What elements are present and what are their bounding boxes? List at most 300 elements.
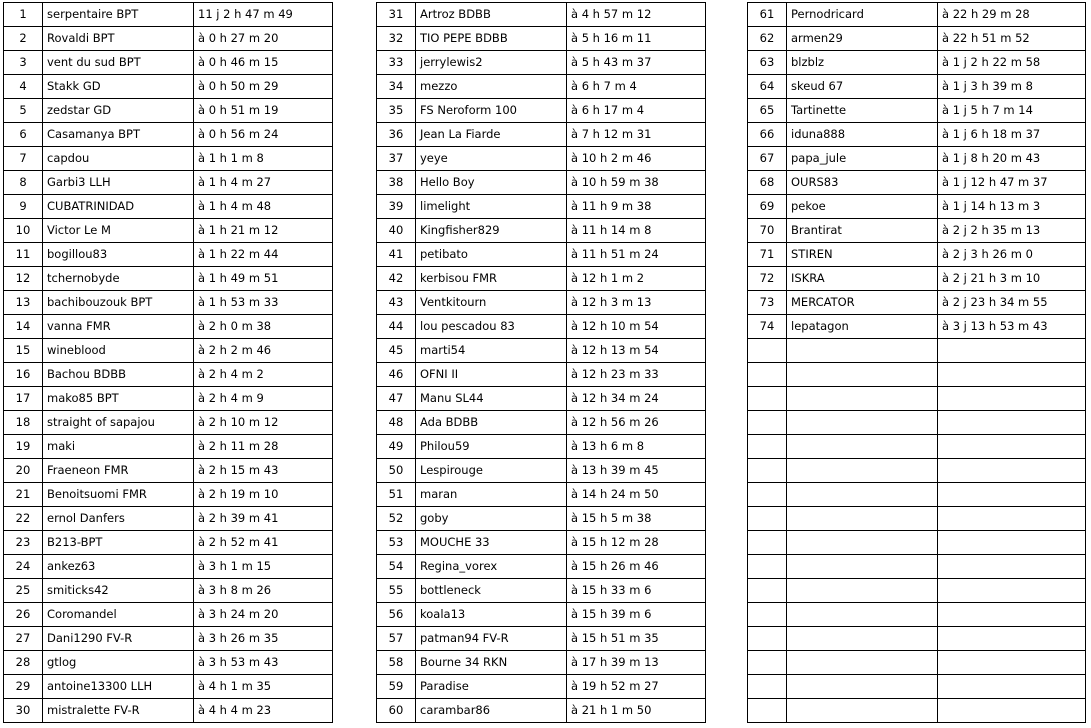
time-cell: à 11 h 9 m 38 [567, 195, 706, 219]
column-gap [706, 243, 748, 267]
time-cell: à 2 h 4 m 2 [194, 363, 333, 387]
rank-cell: 73 [748, 291, 787, 315]
time-cell: à 17 h 39 m 13 [567, 651, 706, 675]
time-cell: à 1 j 12 h 47 m 37 [938, 171, 1086, 195]
time-cell: à 2 h 4 m 9 [194, 387, 333, 411]
time-cell: à 3 h 8 m 26 [194, 579, 333, 603]
rank-cell: 1 [4, 3, 43, 27]
table-row [4, 411, 1086, 435]
table-row [4, 75, 1086, 99]
time-cell [938, 675, 1086, 699]
name-cell: Hello Boy [416, 171, 567, 195]
column-gap [333, 51, 377, 75]
column-gap [706, 219, 748, 243]
rank-cell: 11 [4, 243, 43, 267]
time-cell: à 12 h 10 m 54 [567, 315, 706, 339]
rank-cell: 17 [4, 387, 43, 411]
table-row [4, 699, 1086, 723]
rank-cell: 44 [377, 315, 416, 339]
rank-cell: 19 [4, 435, 43, 459]
time-cell [938, 627, 1086, 651]
name-cell: smiticks42 [43, 579, 194, 603]
time-cell: à 1 j 6 h 18 m 37 [938, 123, 1086, 147]
time-cell: à 1 j 3 h 39 m 8 [938, 75, 1086, 99]
name-cell [787, 675, 938, 699]
time-cell: à 10 h 2 m 46 [567, 147, 706, 171]
name-cell: goby [416, 507, 567, 531]
column-gap [706, 555, 748, 579]
name-cell [787, 363, 938, 387]
name-cell: Pernodricard [787, 3, 938, 27]
name-cell: Bachou BDBB [43, 363, 194, 387]
column-gap [706, 699, 748, 723]
rank-cell [748, 531, 787, 555]
rank-cell: 50 [377, 459, 416, 483]
column-gap [706, 387, 748, 411]
name-cell: Jean La Fiarde [416, 123, 567, 147]
rank-cell: 67 [748, 147, 787, 171]
name-cell: Ada BDBB [416, 411, 567, 435]
column-gap [333, 675, 377, 699]
column-gap [333, 99, 377, 123]
rank-cell [748, 387, 787, 411]
name-cell: kerbisou FMR [416, 267, 567, 291]
name-cell: serpentaire BPT [43, 3, 194, 27]
time-cell: à 0 h 51 m 19 [194, 99, 333, 123]
time-cell: à 11 h 51 m 24 [567, 243, 706, 267]
column-gap [333, 531, 377, 555]
table-row [4, 603, 1086, 627]
column-gap [333, 195, 377, 219]
name-cell: Dani1290 FV-R [43, 627, 194, 651]
time-cell [938, 603, 1086, 627]
rank-cell: 48 [377, 411, 416, 435]
rank-cell [748, 363, 787, 387]
time-cell [938, 699, 1086, 723]
time-cell: à 3 h 24 m 20 [194, 603, 333, 627]
rank-cell: 35 [377, 99, 416, 123]
time-cell: à 1 h 49 m 51 [194, 267, 333, 291]
rank-cell: 20 [4, 459, 43, 483]
table-row [4, 147, 1086, 171]
time-cell [938, 459, 1086, 483]
time-cell: à 2 j 21 h 3 m 10 [938, 267, 1086, 291]
name-cell [787, 459, 938, 483]
name-cell [787, 339, 938, 363]
ranking-table-body [4, 3, 1086, 723]
rank-cell: 27 [4, 627, 43, 651]
table-row [4, 267, 1086, 291]
column-gap [706, 27, 748, 51]
column-gap [706, 363, 748, 387]
column-gap [706, 459, 748, 483]
time-cell: à 6 h 7 m 4 [567, 75, 706, 99]
time-cell: à 15 h 5 m 38 [567, 507, 706, 531]
name-cell: bottleneck [416, 579, 567, 603]
name-cell: Garbi3 LLH [43, 171, 194, 195]
name-cell: lepatagon [787, 315, 938, 339]
name-cell: straight of sapajou [43, 411, 194, 435]
column-gap [706, 531, 748, 555]
table-row [4, 651, 1086, 675]
rank-cell: 54 [377, 555, 416, 579]
time-cell: à 15 h 39 m 6 [567, 603, 706, 627]
rank-cell: 60 [377, 699, 416, 723]
name-cell: TIO PEPE BDBB [416, 27, 567, 51]
name-cell: Kingfisher829 [416, 219, 567, 243]
column-gap [706, 171, 748, 195]
rank-cell: 53 [377, 531, 416, 555]
time-cell: à 4 h 4 m 23 [194, 699, 333, 723]
name-cell: STIREN [787, 243, 938, 267]
time-cell: à 2 h 39 m 41 [194, 507, 333, 531]
time-cell: à 0 h 46 m 15 [194, 51, 333, 75]
column-gap [333, 627, 377, 651]
name-cell: Regina_vorex [416, 555, 567, 579]
time-cell: à 2 h 15 m 43 [194, 459, 333, 483]
name-cell [787, 483, 938, 507]
name-cell: ankez63 [43, 555, 194, 579]
rank-cell: 58 [377, 651, 416, 675]
name-cell: OFNI II [416, 363, 567, 387]
rank-cell: 49 [377, 435, 416, 459]
name-cell [787, 579, 938, 603]
rank-cell: 43 [377, 291, 416, 315]
column-gap [333, 171, 377, 195]
column-gap [706, 483, 748, 507]
time-cell: à 1 j 8 h 20 m 43 [938, 147, 1086, 171]
rank-cell: 52 [377, 507, 416, 531]
column-gap [333, 507, 377, 531]
time-cell: à 1 h 4 m 27 [194, 171, 333, 195]
rank-cell: 18 [4, 411, 43, 435]
column-gap [333, 315, 377, 339]
table-row [4, 51, 1086, 75]
name-cell: Manu SL44 [416, 387, 567, 411]
column-gap [333, 699, 377, 723]
rank-cell: 38 [377, 171, 416, 195]
time-cell: 11 j 2 h 47 m 49 [194, 3, 333, 27]
name-cell: Lespirouge [416, 459, 567, 483]
column-gap [706, 51, 748, 75]
column-gap [706, 603, 748, 627]
time-cell [938, 363, 1086, 387]
time-cell: à 22 h 51 m 52 [938, 27, 1086, 51]
name-cell: Victor Le M [43, 219, 194, 243]
rank-cell [748, 675, 787, 699]
column-gap [706, 99, 748, 123]
table-row [4, 195, 1086, 219]
rank-cell: 64 [748, 75, 787, 99]
time-cell: à 2 j 3 h 26 m 0 [938, 243, 1086, 267]
time-cell: à 7 h 12 m 31 [567, 123, 706, 147]
time-cell: à 2 h 19 m 10 [194, 483, 333, 507]
rank-cell: 59 [377, 675, 416, 699]
rank-cell: 74 [748, 315, 787, 339]
time-cell [938, 339, 1086, 363]
rank-cell: 22 [4, 507, 43, 531]
time-cell [938, 579, 1086, 603]
rank-cell [748, 507, 787, 531]
table-row [4, 171, 1086, 195]
rank-cell: 4 [4, 75, 43, 99]
rank-cell: 34 [377, 75, 416, 99]
name-cell: antoine13300 LLH [43, 675, 194, 699]
time-cell: à 4 h 57 m 12 [567, 3, 706, 27]
table-row [4, 27, 1086, 51]
time-cell: à 14 h 24 m 50 [567, 483, 706, 507]
column-gap [333, 483, 377, 507]
rank-cell [748, 459, 787, 483]
ranking-table-container [3, 2, 1086, 723]
rank-cell: 12 [4, 267, 43, 291]
name-cell [787, 603, 938, 627]
column-gap [333, 435, 377, 459]
name-cell [787, 435, 938, 459]
name-cell: gtlog [43, 651, 194, 675]
rank-cell: 32 [377, 27, 416, 51]
column-gap [333, 267, 377, 291]
column-gap [333, 219, 377, 243]
time-cell: à 1 h 4 m 48 [194, 195, 333, 219]
time-cell: à 3 h 1 m 15 [194, 555, 333, 579]
time-cell: à 19 h 52 m 27 [567, 675, 706, 699]
name-cell: B213-BPT [43, 531, 194, 555]
name-cell: MOUCHE 33 [416, 531, 567, 555]
name-cell: bogillou83 [43, 243, 194, 267]
column-gap [333, 555, 377, 579]
column-gap [333, 243, 377, 267]
name-cell: MERCATOR [787, 291, 938, 315]
name-cell: Artroz BDBB [416, 3, 567, 27]
rank-cell [748, 603, 787, 627]
name-cell: mistralette FV-R [43, 699, 194, 723]
time-cell: à 12 h 3 m 13 [567, 291, 706, 315]
rank-cell: 25 [4, 579, 43, 603]
name-cell: carambar86 [416, 699, 567, 723]
column-gap [333, 27, 377, 51]
time-cell: à 5 h 16 m 11 [567, 27, 706, 51]
column-gap [706, 195, 748, 219]
name-cell [787, 531, 938, 555]
column-gap [706, 507, 748, 531]
rank-cell: 31 [377, 3, 416, 27]
name-cell: lou pescadou 83 [416, 315, 567, 339]
name-cell [787, 699, 938, 723]
time-cell: à 1 h 1 m 8 [194, 147, 333, 171]
rank-cell: 63 [748, 51, 787, 75]
name-cell: vent du sud BPT [43, 51, 194, 75]
rank-cell: 3 [4, 51, 43, 75]
time-cell [938, 435, 1086, 459]
rank-cell: 69 [748, 195, 787, 219]
rank-cell: 2 [4, 27, 43, 51]
rank-cell: 45 [377, 339, 416, 363]
rank-cell: 6 [4, 123, 43, 147]
rank-cell: 70 [748, 219, 787, 243]
rank-cell [748, 579, 787, 603]
time-cell: à 22 h 29 m 28 [938, 3, 1086, 27]
column-gap [706, 147, 748, 171]
table-row [4, 363, 1086, 387]
rank-cell: 16 [4, 363, 43, 387]
name-cell: Ventkitourn [416, 291, 567, 315]
rank-cell: 5 [4, 99, 43, 123]
time-cell [938, 387, 1086, 411]
name-cell: tchernobyde [43, 267, 194, 291]
rank-cell: 7 [4, 147, 43, 171]
name-cell: wineblood [43, 339, 194, 363]
time-cell: à 12 h 23 m 33 [567, 363, 706, 387]
name-cell: blzblz [787, 51, 938, 75]
name-cell: petibato [416, 243, 567, 267]
rank-cell: 46 [377, 363, 416, 387]
time-cell: à 21 h 1 m 50 [567, 699, 706, 723]
rank-cell: 30 [4, 699, 43, 723]
table-row [4, 459, 1086, 483]
time-cell: à 3 h 53 m 43 [194, 651, 333, 675]
name-cell: capdou [43, 147, 194, 171]
name-cell [787, 507, 938, 531]
name-cell: mezzo [416, 75, 567, 99]
time-cell: à 3 h 26 m 35 [194, 627, 333, 651]
time-cell: à 4 h 1 m 35 [194, 675, 333, 699]
name-cell [787, 651, 938, 675]
rank-cell [748, 339, 787, 363]
time-cell: à 15 h 26 m 46 [567, 555, 706, 579]
rank-cell [748, 435, 787, 459]
name-cell: Stakk GD [43, 75, 194, 99]
table-row [4, 3, 1086, 27]
rank-cell: 42 [377, 267, 416, 291]
name-cell: koala13 [416, 603, 567, 627]
column-gap [333, 291, 377, 315]
rank-cell [748, 627, 787, 651]
table-row [4, 555, 1086, 579]
time-cell: à 11 h 14 m 8 [567, 219, 706, 243]
table-row [4, 387, 1086, 411]
rank-cell: 68 [748, 171, 787, 195]
name-cell: papa_jule [787, 147, 938, 171]
column-gap [333, 339, 377, 363]
column-gap [333, 123, 377, 147]
rank-cell: 23 [4, 531, 43, 555]
column-gap [333, 411, 377, 435]
column-gap [706, 651, 748, 675]
table-row [4, 123, 1086, 147]
table-row [4, 579, 1086, 603]
name-cell: ernol Danfers [43, 507, 194, 531]
rank-cell: 10 [4, 219, 43, 243]
column-gap [706, 315, 748, 339]
name-cell: pekoe [787, 195, 938, 219]
name-cell: ISKRA [787, 267, 938, 291]
name-cell [787, 387, 938, 411]
column-gap [706, 627, 748, 651]
column-gap [706, 267, 748, 291]
name-cell: iduna888 [787, 123, 938, 147]
name-cell [787, 555, 938, 579]
time-cell: à 12 h 1 m 2 [567, 267, 706, 291]
rank-cell: 51 [377, 483, 416, 507]
rank-cell: 21 [4, 483, 43, 507]
rank-cell: 40 [377, 219, 416, 243]
time-cell [938, 507, 1086, 531]
time-cell: à 15 h 12 m 28 [567, 531, 706, 555]
column-gap [706, 675, 748, 699]
time-cell: à 15 h 33 m 6 [567, 579, 706, 603]
rank-cell: 15 [4, 339, 43, 363]
time-cell: à 2 h 0 m 38 [194, 315, 333, 339]
table-row [4, 243, 1086, 267]
rank-cell: 24 [4, 555, 43, 579]
time-cell: à 3 j 13 h 53 m 43 [938, 315, 1086, 339]
name-cell: vanna FMR [43, 315, 194, 339]
name-cell: Rovaldi BPT [43, 27, 194, 51]
time-cell: à 1 h 21 m 12 [194, 219, 333, 243]
column-gap [706, 339, 748, 363]
time-cell: à 6 h 17 m 4 [567, 99, 706, 123]
table-row [4, 219, 1086, 243]
rank-cell: 47 [377, 387, 416, 411]
column-gap [333, 75, 377, 99]
column-gap [333, 387, 377, 411]
time-cell: à 12 h 34 m 24 [567, 387, 706, 411]
time-cell: à 2 h 10 m 12 [194, 411, 333, 435]
rank-cell: 8 [4, 171, 43, 195]
column-gap [333, 147, 377, 171]
time-cell [938, 555, 1086, 579]
time-cell: à 10 h 59 m 38 [567, 171, 706, 195]
time-cell: à 1 j 5 h 7 m 14 [938, 99, 1086, 123]
rank-cell: 57 [377, 627, 416, 651]
name-cell: OURS83 [787, 171, 938, 195]
rank-cell: 26 [4, 603, 43, 627]
name-cell: mako85 BPT [43, 387, 194, 411]
name-cell: Fraeneon FMR [43, 459, 194, 483]
rank-cell [748, 651, 787, 675]
column-gap [706, 579, 748, 603]
rank-cell: 65 [748, 99, 787, 123]
name-cell: jerrylewis2 [416, 51, 567, 75]
time-cell: à 2 h 2 m 46 [194, 339, 333, 363]
name-cell: zedstar GD [43, 99, 194, 123]
name-cell: Brantirat [787, 219, 938, 243]
table-row [4, 507, 1086, 531]
time-cell: à 2 h 11 m 28 [194, 435, 333, 459]
rank-cell [748, 555, 787, 579]
time-cell: à 0 h 27 m 20 [194, 27, 333, 51]
time-cell: à 2 j 23 h 34 m 55 [938, 291, 1086, 315]
time-cell [938, 531, 1086, 555]
column-gap [706, 3, 748, 27]
rank-cell: 29 [4, 675, 43, 699]
name-cell: armen29 [787, 27, 938, 51]
column-gap [333, 579, 377, 603]
name-cell: skeud 67 [787, 75, 938, 99]
name-cell: limelight [416, 195, 567, 219]
rank-cell [748, 483, 787, 507]
time-cell: à 1 j 2 h 22 m 58 [938, 51, 1086, 75]
column-gap [706, 123, 748, 147]
rank-cell: 39 [377, 195, 416, 219]
time-cell: à 13 h 6 m 8 [567, 435, 706, 459]
rank-cell: 41 [377, 243, 416, 267]
table-row [4, 99, 1086, 123]
name-cell: maran [416, 483, 567, 507]
name-cell: Philou59 [416, 435, 567, 459]
column-gap [333, 363, 377, 387]
